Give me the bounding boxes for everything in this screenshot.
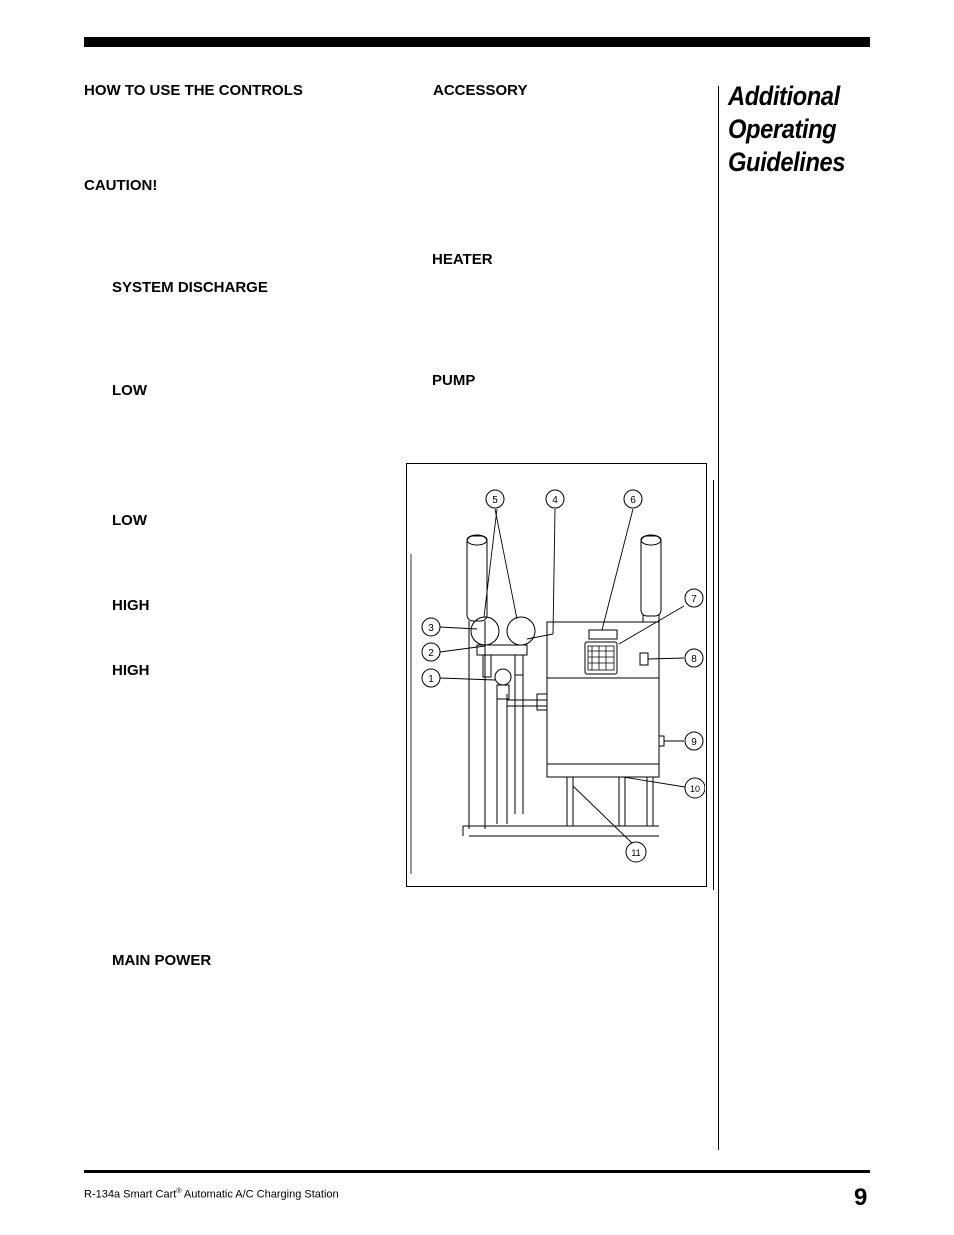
sidebar-title-line-2: Operating	[728, 114, 837, 144]
heading-how-to-use-controls: HOW TO USE THE CONTROLS	[84, 82, 303, 99]
callout-3: 3	[428, 623, 434, 634]
sidebar-divider	[718, 86, 719, 1150]
diagram-drawing	[407, 464, 705, 885]
low-label-2: LOW	[112, 512, 147, 529]
callout-6: 6	[630, 495, 636, 506]
heater-label: HEATER	[432, 251, 493, 268]
pump-label: PUMP	[432, 372, 476, 389]
callout-8: 8	[691, 654, 697, 665]
system-discharge-label: SYSTEM DISCHARGE	[112, 279, 268, 296]
callout-circles	[422, 490, 705, 862]
callout-1: 1	[428, 674, 434, 685]
callout-11: 11	[631, 848, 641, 858]
sidebar-title-line-3: Guidelines	[728, 147, 846, 177]
caution-label: CAUTION!	[84, 177, 158, 194]
callout-5: 5	[492, 495, 498, 506]
callout-10: 10	[689, 784, 701, 794]
footer-product-name: R-134a Smart Cart	[84, 1188, 177, 1201]
callout-2: 2	[428, 648, 434, 659]
accessory-label: ACCESSORY	[433, 82, 528, 99]
callout-9: 9	[691, 737, 697, 748]
sidebar-title	[728, 80, 860, 179]
callout-7: 7	[691, 594, 697, 605]
registered-mark: ®	[176, 1188, 182, 1195]
callout-4: 4	[552, 495, 558, 506]
sidebar-title-line-1: Additional	[728, 81, 840, 111]
main-power-label: MAIN POWER	[112, 952, 212, 969]
high-label-2: HIGH	[112, 662, 150, 679]
high-label-1: HIGH	[112, 597, 150, 614]
footer-rule	[84, 1170, 870, 1173]
charging-station-diagram	[406, 463, 707, 887]
page-number: 9	[854, 1184, 868, 1211]
figure-margin-line	[713, 480, 714, 890]
low-label-1: LOW	[112, 382, 147, 399]
footer-product-desc: Automatic A/C Charging Station	[181, 1188, 339, 1201]
header-rule	[84, 37, 870, 47]
footer-product-line	[84, 1185, 339, 1202]
